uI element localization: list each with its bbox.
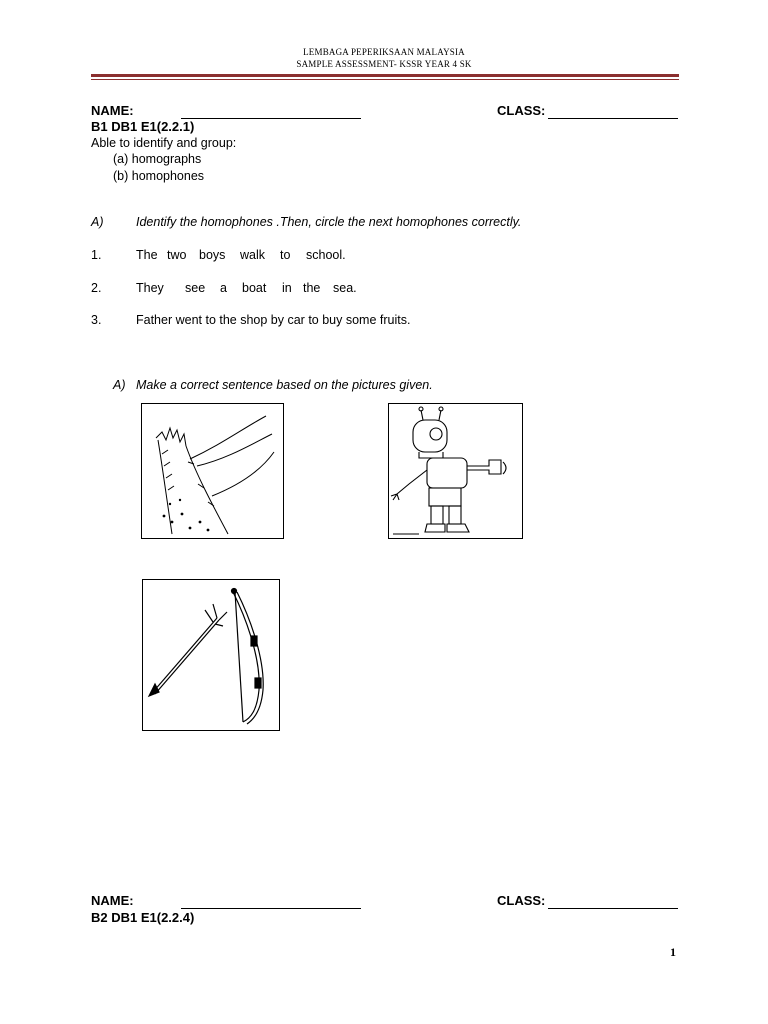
standard-code: B1 DB1 E1(2.2.1) xyxy=(91,119,195,134)
sentence-1-word[interactable]: The xyxy=(136,248,158,262)
header-rule-thin xyxy=(91,79,679,80)
standard-code-2: B2 DB1 E1(2.2.4) xyxy=(91,910,195,925)
sentence-2-number: 2. xyxy=(91,281,102,295)
sentence-1-number: 1. xyxy=(91,248,102,262)
objective-intro: Able to identify and group: xyxy=(91,136,237,150)
picture-bow-arrow xyxy=(142,579,280,731)
name-label-2: NAME: xyxy=(91,893,134,908)
objective-item-b: (b) homophones xyxy=(113,169,205,183)
sentence-1-word[interactable]: to xyxy=(280,248,291,262)
sentence-2-word[interactable]: the xyxy=(303,281,321,295)
picture-robot xyxy=(388,403,523,539)
header-rule-thick xyxy=(91,74,679,77)
page-number: 1 xyxy=(670,945,676,959)
sentence-2-word[interactable]: a xyxy=(220,281,227,295)
sentence-1-word[interactable]: two xyxy=(167,248,187,262)
sentence-2-word[interactable]: see xyxy=(185,281,206,295)
name-field-2[interactable] xyxy=(181,894,361,909)
sentence-2-word[interactable]: sea. xyxy=(333,281,357,295)
exam-board-title: LEMBAGA PEPERIKSAAN MALAYSIA xyxy=(303,47,465,57)
class-field-2[interactable] xyxy=(548,894,678,909)
class-label-2: CLASS: xyxy=(497,893,546,908)
part-b-instruction: Make a correct sentence based on the pictures given. xyxy=(136,378,433,392)
sentence-2-word[interactable]: They xyxy=(136,281,164,295)
objective-item-a: (a) homographs xyxy=(113,152,202,166)
class-label: CLASS: xyxy=(497,103,546,118)
sentence-2-word[interactable]: in xyxy=(282,281,292,295)
sentence-1-word[interactable]: walk xyxy=(240,248,266,262)
sentence-3-number: 3. xyxy=(91,313,102,327)
assessment-title: SAMPLE ASSESSMENT- KSSR YEAR 4 SK xyxy=(296,59,472,69)
part-b-marker: A) xyxy=(113,378,126,392)
sentence-1-word[interactable]: boys xyxy=(199,248,226,262)
part-a-instruction: Identify the homophones .Then, circle the next homophones correctly. xyxy=(136,215,522,229)
name-label: NAME: xyxy=(91,103,134,118)
sentence-2-word[interactable]: boat xyxy=(242,281,267,295)
sentence-1-word[interactable]: school. xyxy=(306,248,346,262)
name-field[interactable] xyxy=(181,104,361,119)
class-field[interactable] xyxy=(548,104,678,119)
picture-cliff xyxy=(141,403,284,539)
part-a-marker: A) xyxy=(91,215,104,229)
sentence-3-text[interactable]: Father went to the shop by car to buy some fruits. xyxy=(136,313,411,327)
